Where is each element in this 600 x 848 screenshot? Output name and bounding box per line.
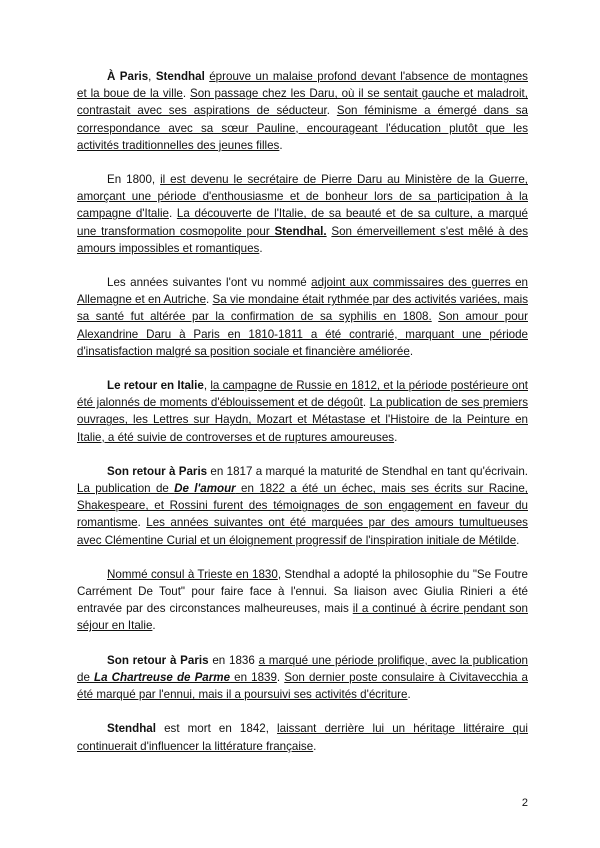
text-run: . xyxy=(137,516,147,530)
text-run: en 1817 a marqué la maturité de Stendhal en tant qu'écrivain. xyxy=(207,464,528,478)
text-run: en 1836 xyxy=(208,653,259,667)
text-run: La découverte de l'Italie, de sa beauté et de sa culture, a marqué une transformation cosmopolite pour xyxy=(77,207,529,238)
text-run: Sa vie mondaine était rythmée par des activités variées, mais sa santé fut altérée par la confirmation de sa syphilis en 1808. xyxy=(77,293,528,324)
paragraph-5 xyxy=(77,463,528,549)
text-run: Les années suivantes l'ont vu nommé xyxy=(107,276,312,290)
text-run: Son émerveillement s'est mêlé à des amours impossibles et romantiques xyxy=(77,224,528,255)
paragraph-3 xyxy=(77,274,528,360)
text-run: La publication de xyxy=(77,482,175,496)
text-run: a marqué une période prolifique, avec la publication de xyxy=(77,653,529,684)
text-run: Son dernier poste consulaire à Civitavecchia a été marqué par l'ennui, mais il a poursuivi ses activités d'écriture xyxy=(77,670,528,702)
text-run: . xyxy=(259,241,263,255)
text-run: . xyxy=(362,396,370,410)
text-run: , xyxy=(203,379,211,393)
text-run: La Chartreuse de Parme xyxy=(94,670,231,684)
paragraph-1 xyxy=(77,68,528,154)
text-run: est mort en 1842, xyxy=(155,722,278,736)
text-run: De l'amour xyxy=(174,482,236,496)
text-run: Stendhal xyxy=(155,70,205,83)
text-run: En 1800, xyxy=(107,173,161,187)
text-run: Nommé consul à Trieste en 1830 xyxy=(107,567,278,581)
text-run: À Paris xyxy=(107,70,149,83)
text-run: . xyxy=(206,293,213,307)
text-run: Stendhal xyxy=(107,722,156,736)
text-run: . xyxy=(182,87,190,101)
text-run: . xyxy=(313,739,317,753)
text-run: Le retour en Italie xyxy=(107,379,204,393)
text-run: adjoint aux commissaires des guerres en Allemagne et en Autriche xyxy=(77,276,528,307)
text-run: . xyxy=(276,670,285,684)
text-run: laissant derrière lui un héritage littéraire qui continuerait d'influencer la littérature française xyxy=(77,722,529,753)
page-number: 2 xyxy=(521,797,528,809)
paragraph-8 xyxy=(77,720,528,754)
text-run: il est devenu le secrétaire de Pierre Daru au Ministère de la Guerre, amorçant une période d'enthousiasme et de bonheur lors de sa participation à la campagne d'Italie xyxy=(77,173,528,221)
text-run: . xyxy=(409,344,414,358)
text-run: il a continué à écrire pendant son séjour en Italie xyxy=(77,602,528,633)
text-run: . xyxy=(152,619,156,633)
text-run: . xyxy=(326,104,337,118)
paragraph-6 xyxy=(77,566,528,635)
text-run: Stendhal. xyxy=(274,224,327,238)
text-run: Son féminisme a émergé dans sa correspondance avec sa sœur Pauline, encourageant l'éducation plutôt que les activités traditionnelles des jeunes filles xyxy=(77,104,528,152)
text-run: la campagne de Russie en 1812, et la période postérieure ont été jalonnés de moments d'éblouissement et de dégoût xyxy=(77,379,528,410)
text-run: Son retour à Paris xyxy=(107,464,208,478)
text-run: Son retour à Paris xyxy=(107,653,209,667)
document-page xyxy=(77,68,528,772)
text-run: Son passage chez les Daru, où il se sentait gauche et maladroit, contrastait avec ses aspirations de séducteur xyxy=(77,87,528,118)
text-run: , xyxy=(148,70,156,83)
paragraph-2 xyxy=(77,171,528,257)
text-run: La publication de ses premiers ouvrages, les Lettres sur Haydn, Mozart et Métastase et l'Histoire de la Peinture en Italie, a été suivie de controverses et de ruptures amoureuses xyxy=(77,396,528,444)
text-run: Les années suivantes ont été marquées par des amours tumultueuses avec Clémentine Curial et un éloignement progressif de l'inspiration initiale de Métilde xyxy=(77,516,528,547)
text-run: , Stendhal a adopté la philosophie du "Se Foutre Carrément De Tout" pour faire face à l'ennui. Sa liaison avec Giulia Rinieri a été entravée par des circonstances malheureuses, mais xyxy=(77,567,528,616)
text-run: en 1822 a été un échec, mais ses écrits sur Racine, Shakespeare, et Rossini furent des témoignages de son engagement en faveur du romantisme xyxy=(77,482,529,530)
text-run: . xyxy=(394,430,398,444)
text-run: éprouve un malaise profond devant l'absence de montagnes et la boue de la ville xyxy=(77,70,528,101)
text-run: Son amour pour Alexandrine Daru à Paris en 1810-1811 a été contrarié, marquant une période d'insatisfaction malgré sa position sociale et financière améliorée xyxy=(77,310,528,358)
text-run: . xyxy=(407,688,411,702)
text-run: . xyxy=(168,207,177,221)
paragraph-4 xyxy=(77,377,528,446)
text-run: . xyxy=(279,138,283,152)
paragraph-7 xyxy=(77,652,528,704)
text-run: . xyxy=(516,533,520,547)
text-run: en 1839 xyxy=(230,670,277,684)
